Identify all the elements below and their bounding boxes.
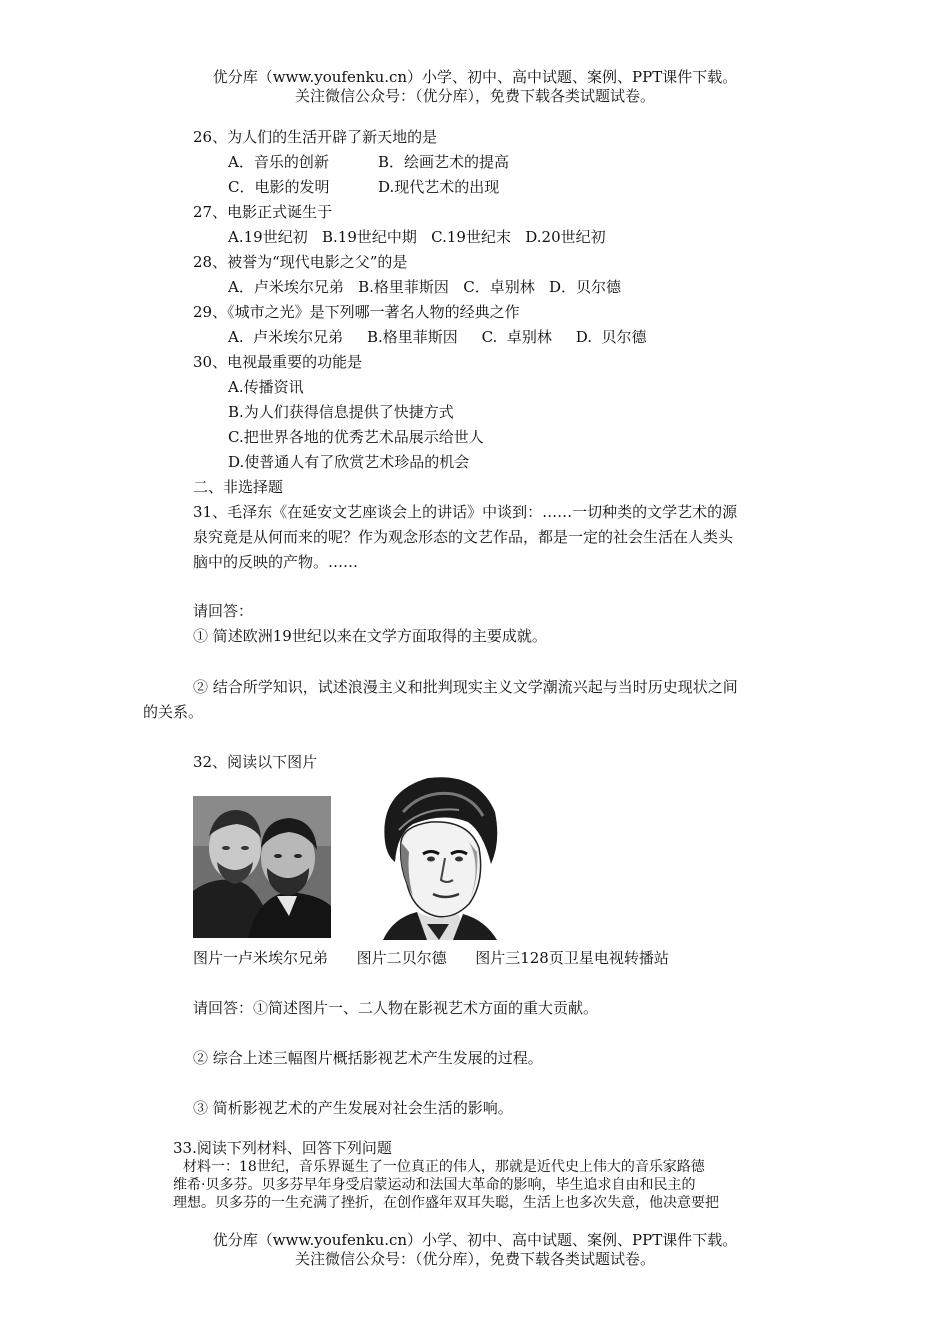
q30-option-a: A.传播资讯 (228, 378, 304, 396)
q32-captions: 图片一卢米埃尔兄弟 图片二贝尔德 图片三128页卫星电视转播站 (193, 949, 669, 967)
q30-option-d: D.使普通人有了欣赏艺术珍品的机会 (228, 453, 470, 471)
q31-prompt: 请回答： (193, 602, 254, 620)
q29-stem: 29、《城市之光》是下列哪一著名人物的经典之作 (193, 303, 520, 321)
q31-sub2-line2: 的关系。 (143, 703, 204, 721)
page-header-line2: 关注微信公众号：（优分库），免费下载各类试题试卷。 (294, 87, 655, 105)
q26-option-d: D.现代艺术的出现 (378, 178, 500, 196)
q26-option-a: A．音乐的创新 (228, 153, 329, 171)
q30-option-c: C.把世界各地的优秀艺术品展示给世人 (228, 428, 484, 446)
q31-line1: 31、毛泽东《在延安文艺座谈会上的讲话》中谈到：……一切种类的文学艺术的源 (193, 503, 738, 521)
q26-stem: 26、为人们的生活开辟了新天地的是 (193, 128, 438, 146)
q28-stem: 28、被誉为“现代电影之父”的是 (193, 253, 408, 271)
q26-option-c: C．电影的发明 (228, 178, 330, 196)
q28-options: A．卢米埃尔兄弟 B.格里菲斯因 C．卓别林 D．贝尔德 (228, 278, 622, 296)
section-heading: 二、非选择题 (193, 478, 284, 496)
q33-stem: 33.阅读下列材料、回答下列问题 (173, 1139, 392, 1157)
q32-stem: 32、阅读以下图片 (193, 753, 318, 771)
q32-sub3: ③ 简析影视艺术的产生发展对社会生活的影响。 (193, 1099, 513, 1117)
q32-prompt: 请回答：①简述图片一、二人物在影视艺术方面的重大贡献。 (193, 999, 599, 1017)
page-footer-line1: 优分库（www.youfenku.cn）小学、初中、高中试题、案例、PPT课件下载。 (212, 1231, 738, 1249)
q31-line2: 泉究竟是从何而来的呢？作为观念形态的文艺作品，都是一定的社会生活在人类头 (193, 528, 734, 546)
q30-stem: 30、电视最重要的功能是 (193, 353, 363, 371)
q33-material-line1: 材料一：18世纪，音乐界诞生了一位真正的伟人，那就是近代史上伟大的音乐家路德 (183, 1159, 705, 1175)
photo-baird (373, 772, 503, 940)
page-header-line1: 优分库（www.youfenku.cn）小学、初中、高中试题、案例、PPT课件下载。 (212, 68, 738, 86)
q33-material-line3: 理想。贝多芬的一生充满了挫折，在创作盛年双耳失聪，生活上也多次失意，他决意要把 (173, 1195, 719, 1211)
q31-sub1: ① 简述欧洲19世纪以来在文学方面取得的主要成就。 (193, 627, 547, 645)
q27-stem: 27、电影正式诞生于 (193, 203, 333, 221)
photo-lumiere-brothers (193, 796, 331, 938)
q31-line3: 脑中的反映的产物。…… (193, 553, 359, 571)
q32-sub2: ② 综合上述三幅图片概括影视艺术产生发展的过程。 (193, 1049, 543, 1067)
page-footer-line2: 关注微信公众号：（优分库），免费下载各类试题试卷。 (294, 1250, 655, 1268)
q33-material-line2: 维希·贝多芬。贝多芬早年身受启蒙运动和法国大革命的影响，毕生追求自由和民主的 (173, 1177, 696, 1193)
q30-option-b: B.为人们获得信息提供了快捷方式 (228, 403, 454, 421)
q31-sub2-line1: ② 结合所学知识，试述浪漫主义和批判现实主义文学潮流兴起与当时历史现状之间 (193, 678, 738, 696)
q26-option-b: B．绘画艺术的提高 (378, 153, 510, 171)
q27-options: A.19世纪初 B.19世纪中期 C.19世纪末 D.20世纪初 (228, 228, 606, 246)
q29-options: A. 卢米埃尔兄弟 B.格里菲斯因 C. 卓别林 D. 贝尔德 (228, 328, 647, 346)
